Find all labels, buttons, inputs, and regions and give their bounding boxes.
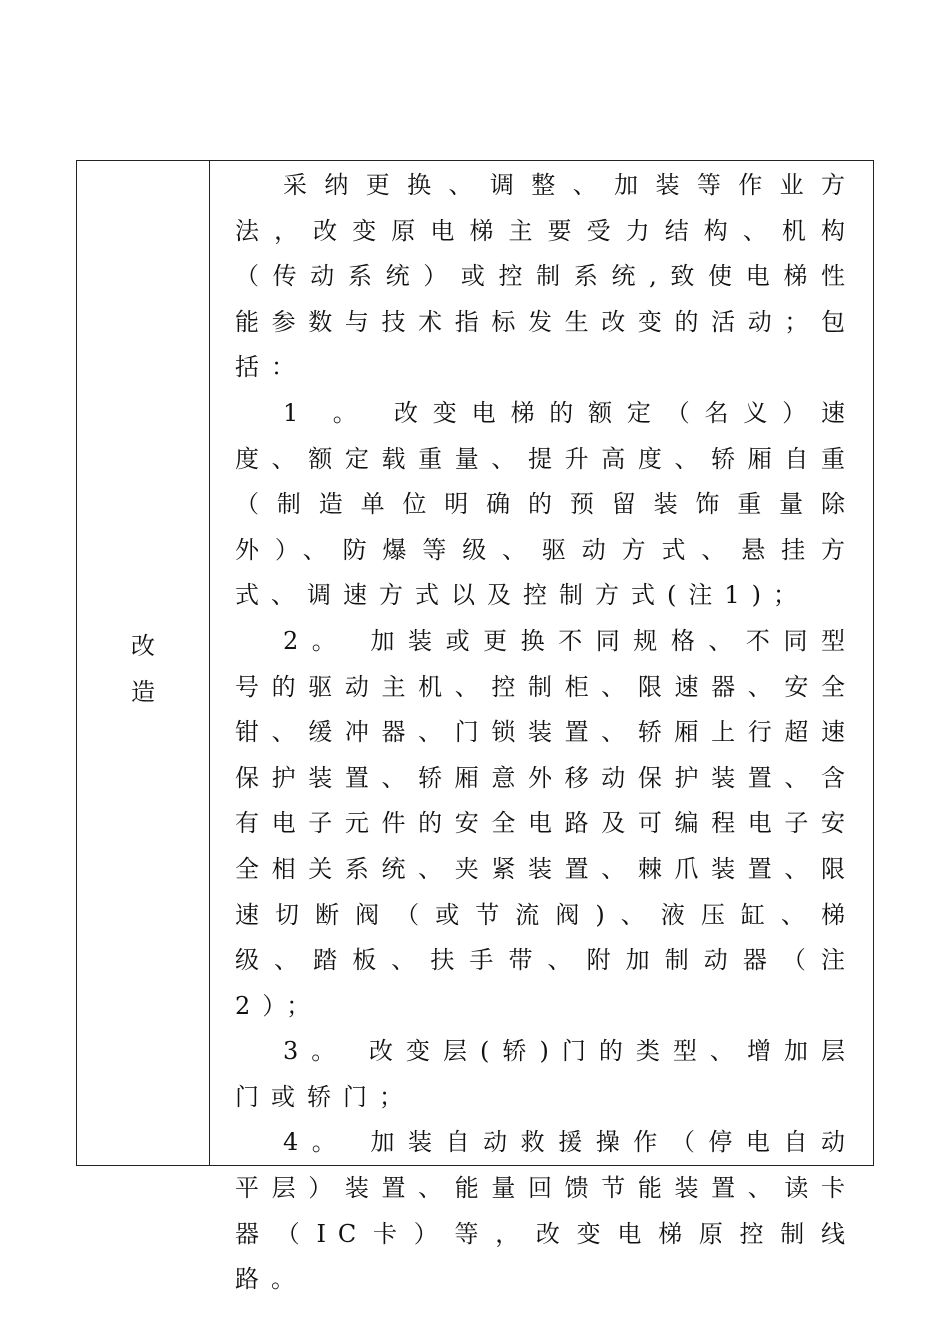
item-2-paragraph: 2。 加装或更换不同规格、不同型号的驱动主机、控制柜、限速器、安全钳、缓冲器、门锁装置、轿厢上行超速保护装置、轿厢意外移动保护装置、含有电子元件的安全电路及可编程电子安全相关系统、夹紧装置、棘爪装置、限速切断阀（或节流阀)、液压缸、梯级、踏板、扶手带、附加制动器（注2）； (235, 626, 857, 1020)
label-cell (77, 161, 210, 1165)
section-label-char-1: 改 (131, 632, 155, 660)
section-label (77, 623, 209, 715)
item-4-paragraph: 4。 加装自动救援操作（停电自动平层）装置、能量回馈节能装置、读卡器（IC卡）等，改变电梯原控制线路。 (235, 1128, 857, 1294)
content-cell (210, 161, 873, 1294)
item-3-paragraph: 3。 改变层(轿)门的类型、增加层门或轿门； (235, 1037, 857, 1111)
item-1-paragraph: 1 。 改变电梯的额定（名义）速度、额定载重量、提升高度、轿厢自重（制造单位明确的预留装饰重量除外）、防爆等级、驱动方式、悬挂方式、调速方式以及控制方式(注1)； (235, 398, 857, 610)
section-label-char-2: 造 (131, 678, 155, 706)
document-table (76, 160, 874, 1294)
definition-text (235, 163, 857, 1303)
intro-paragraph: 采纳更换、调整、加装等作业方法，改变原电梯主要受力结构、机构（传动系统）或控制系统,致使电梯性能参数与技术指标发生改变的活动；包括： (235, 171, 857, 382)
